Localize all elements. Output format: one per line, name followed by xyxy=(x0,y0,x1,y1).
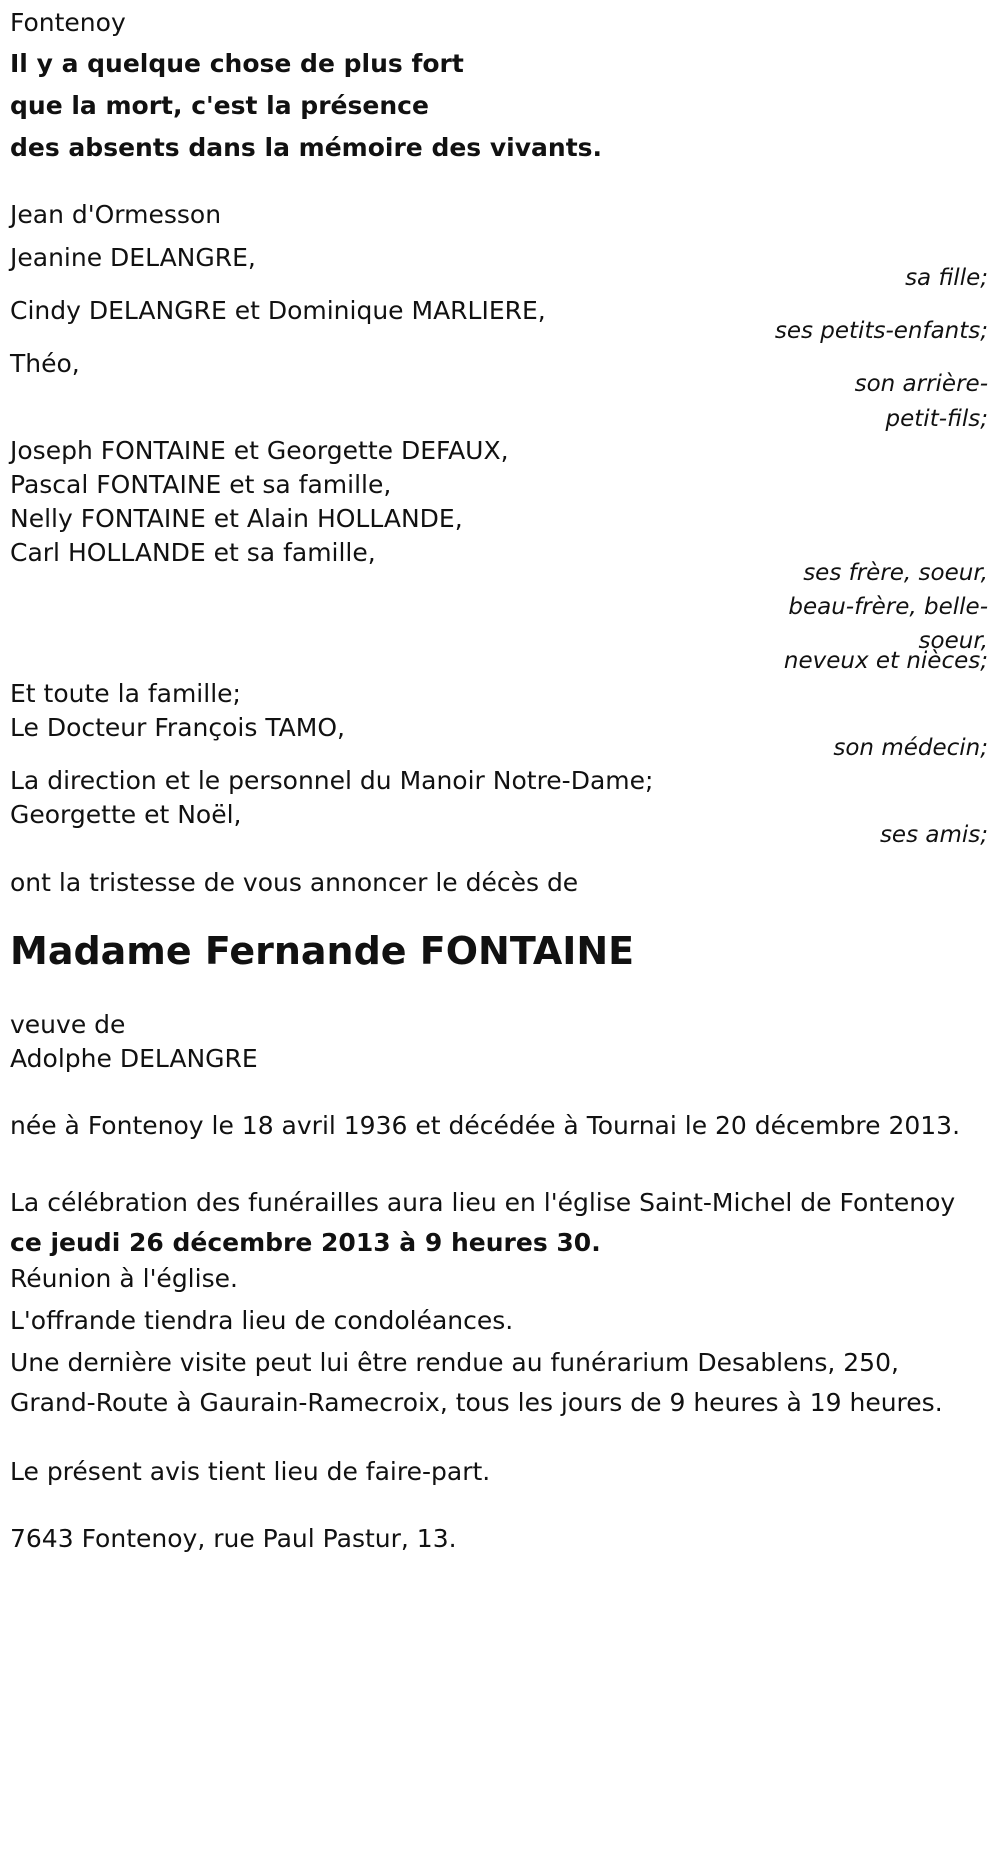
family-name: Théo, xyxy=(10,349,80,378)
quote-author: Jean d'Ormesson xyxy=(10,200,222,229)
family-relation: ses frère, soeur, xyxy=(803,560,988,586)
widow-of-label: veuve de xyxy=(10,1010,126,1039)
family-name: Et toute la famille; xyxy=(10,679,241,708)
visit-text: Une dernière visite peut lui être rendue au funérarium Desablens, 250, Grand-Route à Gaurain-Ramecroix, tous les jours de 9 heures à 19 heures. xyxy=(10,1348,943,1417)
family-relation: neveux et nièces; xyxy=(783,648,988,674)
quote-line-1: Il y a quelque chose de plus fort xyxy=(10,49,464,78)
family-name: Joseph FONTAINE et Georgette DEFAUX, xyxy=(10,436,509,465)
family-relation: son arrière- xyxy=(854,371,988,397)
family-name: Georgette et Noël, xyxy=(10,800,242,829)
quote-line-3: des absents dans la mémoire des vivants. xyxy=(10,133,603,162)
ceremony-text xyxy=(10,1183,970,1263)
family-relation: son médecin; xyxy=(833,735,988,761)
family-relation: beau-frère, belle- xyxy=(788,594,988,620)
notice-text: Le présent avis tient lieu de faire-part. xyxy=(10,1457,491,1486)
family-name: La direction et le personnel du Manoir Notre-Dame; xyxy=(10,766,654,795)
birth-death-text: née à Fontenoy le 18 avril 1936 et décédée à Tournai le 20 décembre 2013. xyxy=(10,1111,961,1140)
family-name: Nelly FONTAINE et Alain HOLLANDE, xyxy=(10,504,463,533)
family-relation: ses amis; xyxy=(879,822,988,848)
address-text: 7643 Fontenoy, rue Paul Pastur, 13. xyxy=(10,1524,457,1553)
announcement-text: ont la tristesse de vous annoncer le décès de xyxy=(10,868,579,897)
family-relation: ses petits-enfants; xyxy=(774,318,988,344)
ceremony-intro: La célébration des funérailles aura lieu en l'église Saint-Michel de Fontenoy xyxy=(10,1188,956,1217)
family-name: Pascal FONTAINE et sa famille, xyxy=(10,470,392,499)
spouse-name: Adolphe DELANGRE xyxy=(10,1044,258,1073)
family-relation: sa fille; xyxy=(905,265,988,291)
family-relation: soeur, xyxy=(918,628,988,654)
quote-line-2: que la mort, c'est la présence xyxy=(10,91,429,120)
offering-text: L'offrande tiendra lieu de condoléances. xyxy=(10,1306,514,1335)
ceremony-time: ce jeudi 26 décembre 2013 à 9 heures 30. xyxy=(10,1228,601,1257)
meeting-text: Réunion à l'église. xyxy=(10,1264,238,1293)
family-name: Le Docteur François TAMO, xyxy=(10,713,345,742)
family-name: Cindy DELANGRE et Dominique MARLIERE, xyxy=(10,296,546,325)
place-heading: Fontenoy xyxy=(10,8,126,37)
deceased-name: Madame Fernande FONTAINE xyxy=(10,929,635,973)
family-name: Carl HOLLANDE et sa famille, xyxy=(10,538,376,567)
family-relation: petit-fils; xyxy=(885,406,988,432)
family-name: Jeanine DELANGRE, xyxy=(10,243,256,272)
